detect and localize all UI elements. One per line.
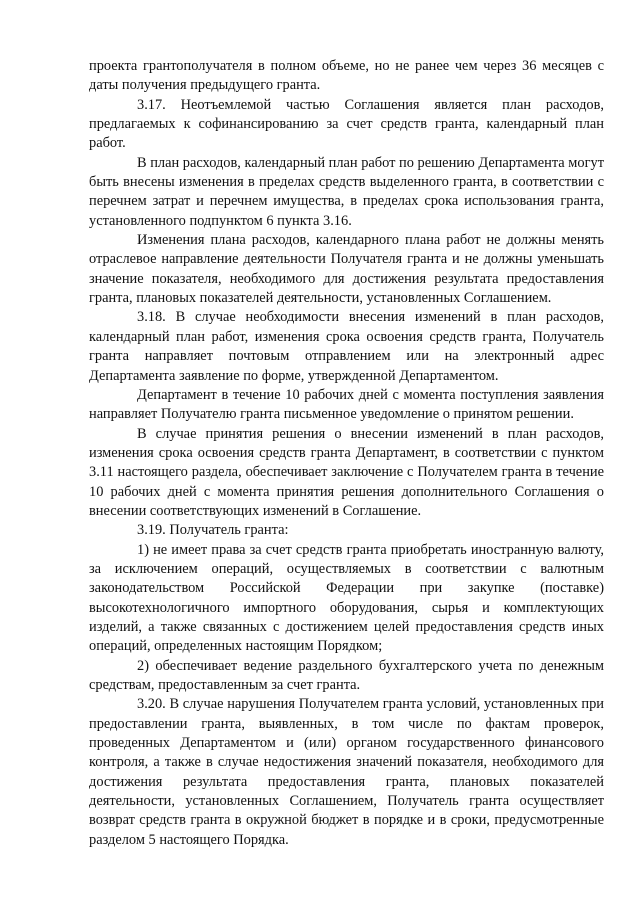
paragraph-additional-agreement: В случае принятия решения о внесении изменений в план расходов, изменения срока освоения средств гранта Департамент, в соответствии с пунктом 3.11 настоящего раздела, обеспечивает заключение с Получателем гранта в течение 10 рабочих дней с момента принятия решения дополнительного Соглашения о внесении соответствующих изменений в Соглашение. [89, 425, 604, 519]
list-item-1: 1) не имеет права за счет средств гранта приобретать иностранную валюту, за исключением операций, осуществляемых в соответствии с валютным законодательством Российской Федерации при закупке (поставке) высокотехнологичного импортного оборудования, сырья и комплектующих изделий, а также связанных с достижением целей предоставления средств иных операций, определенных настоящим Порядком; [89, 541, 604, 655]
list-item-2: 2) обеспечивает ведение раздельного бухгалтерского учета по денежным средствам, предоставленным за счет гранта. [89, 657, 604, 693]
paragraph-3-19: 3.19. Получатель гранта: [137, 522, 289, 539]
paragraph-3-17: 3.17. Неотъемлемой частью Соглашения является план расходов, предлагаемых к софинансированию за счет средств гранта, календарный план работ. [89, 96, 604, 152]
paragraph-3-20: 3.20. В случае нарушения Получателем гранта условий, установленных при предоставлении гранта, выявленных, в том числе по фактам проверок, проведенных Департаментом и (или) органом государственного финансового контроля, а также в случае недостижения значений показателя, необходимого для достижения результата предоставления гранта, плановых показателей деятельности, установленных Соглашением, Получатель гранта осуществляет возврат средств гранта в окружной бюджет в порядке и в сроки, предусмотренные разделом 5 настоящего Порядка. [89, 696, 604, 848]
paragraph-department-notice: Департамент в течение 10 рабочих дней с момента поступления заявления направляет Получателю гранта письменное уведомление о принятом решении. [89, 386, 604, 423]
paragraph-plan-changes: В план расходов, календарный план работ по решению Департамента могут быть внесены изменения в пределах средств выделенного гранта, в соответствии с перечнем затрат и перечнем имущества, в пределах срока использования гранта, установленного подпунктом 6 пункта 3.16. [89, 154, 604, 229]
paragraph-3-18: 3.18. В случае необходимости внесения изменений в план расходов, календарный план работ, изменения срока освоения средств гранта, Получатель гранта направляет почтовым отправлением или на электронный адрес Департамента заявление по форме, утвержденной Департаментом. [89, 309, 604, 384]
paragraph-plan-restrictions: Изменения плана расходов, календарного плана работ не должны менять отраслевое направление деятельности Получателя гранта и не должны уменьшать значение показателя, необходимого для достижения результата предоставления гранта, плановых показателей деятельности, установленных Соглашением. [89, 232, 604, 307]
paragraph-continuation: проекта грантополучателя в полном объеме, но не ранее чем через 36 месяцев с даты получения предыдущего гранта. [89, 58, 604, 94]
